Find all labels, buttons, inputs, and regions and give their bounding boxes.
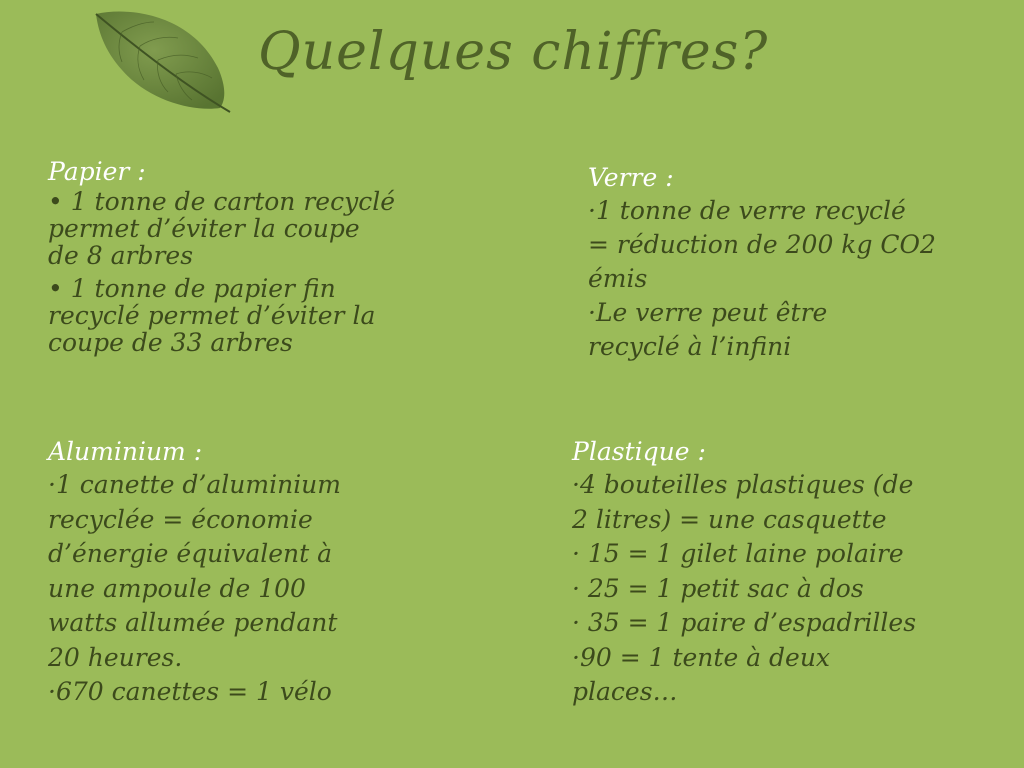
section-plastique <box>572 436 916 710</box>
section-aluminium <box>48 436 341 710</box>
page-title: Quelques chiffres? <box>258 22 769 82</box>
leaf-icon <box>92 8 234 118</box>
section-line: · 15 = 1 gilet laine polaire <box>572 539 904 568</box>
section-papier <box>48 156 395 356</box>
section-line: = réduction de 200 kg CO2 <box>588 230 936 259</box>
section-line: de 8 arbres <box>48 241 194 270</box>
section-line: recyclée = économie <box>48 504 313 534</box>
section-line: ·Le verre peut être <box>588 298 828 327</box>
section-line: coupe de 33 arbres <box>48 328 293 357</box>
section-heading: Aluminium : <box>48 437 203 466</box>
section-line: 20 heures. <box>48 642 183 672</box>
section-line: · 25 = 1 petit sac à dos <box>572 573 864 603</box>
section-line: d’énergie équivalent à <box>48 539 333 568</box>
section-verre <box>588 162 936 364</box>
section-heading: Verre : <box>588 163 674 192</box>
section-line: ·90 = 1 tente à deux <box>572 642 831 672</box>
section-line: recyclé permet d’éviter la <box>48 301 376 330</box>
section-line: places… <box>572 677 678 706</box>
section-heading: Papier : <box>48 157 146 186</box>
section-line: • 1 tonne de papier fin <box>48 274 336 303</box>
section-line: ·4 bouteilles plastiques (de <box>572 470 914 499</box>
section-line: 2 litres) = une casquette <box>572 504 887 534</box>
section-line: • 1 tonne de carton recyclé <box>48 187 395 216</box>
section-line: watts allumée pendant <box>48 608 338 637</box>
section-line: ·670 canettes = 1 vélo <box>48 677 332 706</box>
section-line: une ampoule de 100 <box>48 573 306 603</box>
section-line: ·1 tonne de verre recyclé <box>588 196 906 225</box>
section-line: recyclé à l’infini <box>588 332 792 361</box>
section-heading: Plastique : <box>572 437 706 466</box>
section-line: · 35 = 1 paire d’espadrilles <box>572 608 917 637</box>
section-line: émis <box>588 264 648 293</box>
section-line: ·1 canette d’aluminium <box>48 470 341 499</box>
section-line: permet d’éviter la coupe <box>48 214 360 243</box>
